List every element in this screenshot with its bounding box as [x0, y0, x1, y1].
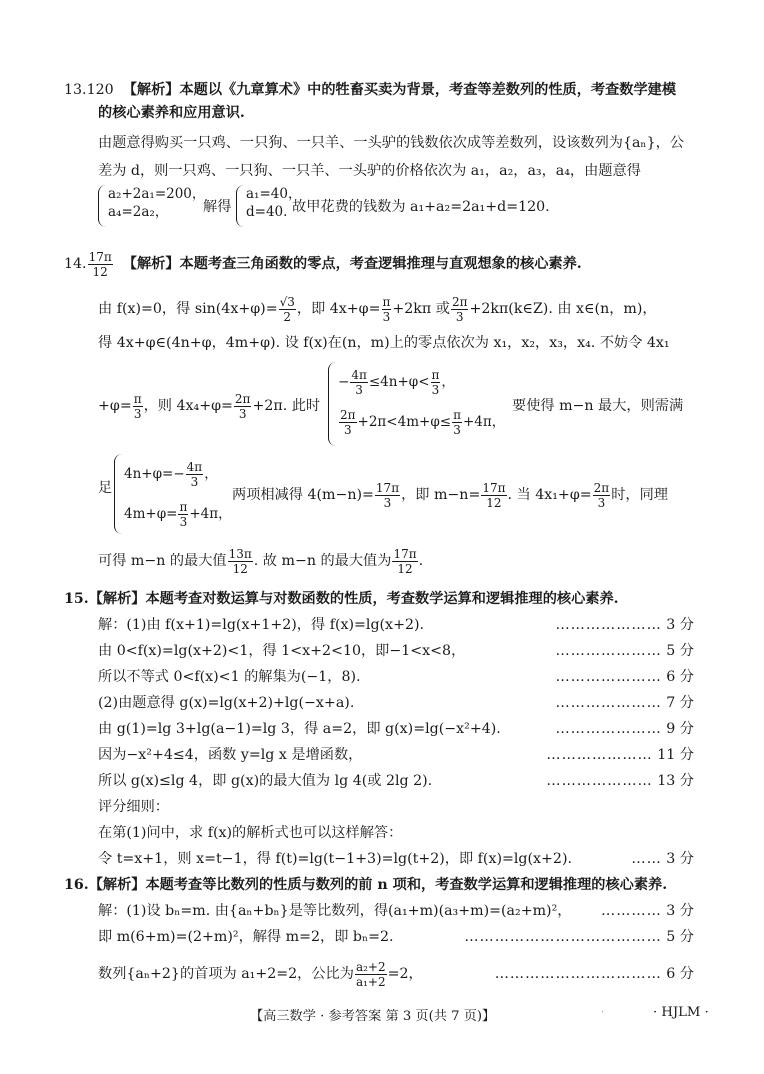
q15-header: 15.【解析】本题考查对数运算与对数函数的性质，考查数学运算和逻辑推理的核心素养.: [64, 591, 619, 607]
answer-page: 13.120 【解析】本题以《九章算术》中的牲畜买卖为背景，考查等差数列的性质，考查数学建模 的核心素养和应用意识. 由题意得购买一只鸡、一只狗、一只羊、一头驴的钱数依次成等差数列，设该数列为{aₙ}，公 差为 d，则一只鸡、一只狗、一只羊、一头驴的价格依次为 a₁，a₂，a₃，a₄，由题意得 a₂+2a₁=200， a₄=2a₂， 解得 a₁=40， d=40. 故甲花费的钱数为 a₁+a₂=2a₁+d=120. 14. $\frac{17\pi}{12}$ 【解析】本题考查三角函数的零点，考查逻辑推理与直观想象的核心素养. 由 f(x)=0，得 sin(4x+φ)= $\frac{√3}{2}$ ，即 4x+φ= $\frac{\pi}{3}$ +2kπ 或 $\frac{2\pi}{3}$ +2kπ(k∈Z). 由 x∈(n，m)， 得 4x+φ∈(4n+φ，4m+φ). 设 f(x)在(n，m)上的零点依次为 x₁，x₂，x₃，x₄. 不妨令 4x₁ +φ= $\frac{\pi}{3}$ ，则 4x₄+φ= $\frac{2\pi}{3}$ +2π. 此时 − $\frac{4\pi}{3}$ ≤4n+φ< $\frac{\pi}{3}$ ， $\frac{2\pi}{3}$ +2π<4m+φ≤ $\frac{\pi}{3}$ +4π， 要使得 m−n 最大，则需满 足 4n+φ=− $\frac{4\pi}{3}$ ， 4m+φ= $\frac{\pi}{3}$ +4π， 两项相减得 4(m−n)= $\frac{17\pi}{3}$ ，即 m−n= $\frac{17\pi}{12}$ . 当 4x₁+φ= $\frac{2\pi}{3}$ 时，同理 可得 m−n 的最大值 $\frac{13\pi}{12}$ . 故 m−n 的最大值为 $\frac{17\pi}{12}$ . 15.【解析】本题考查对数运算与对数函数的性质，考查数学运算和逻辑推理的核心素养. 解：(1)由 f(x+1)=lg(x+1+2)，得 f(x)=lg(x+2). ………………… 3 分 由 0<f(x)=lg(x+2)<1，得 1<x+2<10，即−1<x<8， ………………… 5 分 所以不等式 0<f(x)<1 的解集为(−1，8). ………………… 6 分 (2)由题意得 g(x)=lg(x+2)+lg(−x+a). ………………… 7 分 由 g(1)=lg 3+lg(a−1)=lg 3，得 a=2，即 g(x)=lg(−x²+4). ………………… 9 分 因为−x²+4≤4，函数 y=lg x 是增函数， ………………… 11 分 所以 g(x)≤lg 4，即 g(x)的最大值为 lg 4(或 2lg 2). ………………… 13 分 评分细则： 在第(1)问中，求 f(x)的解析式也可以这样解答： 令 t=x+1，则 x=t−1，得 f(t)=lg(t−1+3)=lg(t+2)，即 f(x)=lg(x+2). …… 3 分 16.【解析】本题考查等比数列的性质与数列的前 n 项和，考查数学运算和逻辑推理的核心素养. 解：(1)设 bₙ=m. 由{aₙ+bₙ}是等比数列，得(a₁+m)(a₃+m)=(a₂+m)²， ………… 3 分 即 m(6+m)=(2+m)²，解得 m=2，即 bₙ=2. ………………………………… 5 分 数列{aₙ+2}的首项为 a₁+2=2，公比为 $\frac{\text{a₂+2}}{\text{a₁+2}}$ =2， …………………………… 6 分 【高三数学 · 参考答案 第 3 页(共 7 页)】 . · HJLM ·: [64, 82, 709, 1024]
q14-line-4: 两项相减得 4(m−n)= $\frac{17\pi}{3}$ ，即 m−n= $\frac{17\pi}{12}$ . 当 4x₁+φ= $\frac{2\pi}{3}$ 时，同理: [232, 480, 668, 510]
q15-line-3: 所以不等式 0<f(x)<1 的解集为(−1，8).: [98, 669, 361, 685]
q14-line-1: 由 f(x)=0，得 sin(4x+φ)= $\frac{√3}{2}$ ，即 4x+φ= $\frac{\pi}{3}$ +2kπ 或 $\frac{2\pi}{3}$ +2kπ(k∈Z). 由 x∈(n，m)，: [98, 294, 657, 324]
q13-line-1: 由题意得购买一只鸡、一只狗、一只羊、一头驴的钱数依次成等差数列，设该数列为{aₙ}，公: [98, 135, 684, 151]
q16-line-3-score: …………………………… 6 分: [494, 966, 694, 982]
q15-line-5: 由 g(1)=lg 3+lg(a−1)=lg 3，得 a=2，即 g(x)=lg(−x²+4).: [98, 721, 501, 737]
q16-line-2-score: ………………………………… 5 分: [464, 929, 694, 945]
q15-line-1: 解：(1)由 f(x+1)=lg(x+1+2)，得 f(x)=lg(x+2).: [98, 617, 425, 633]
q14-line-2: 得 4x+φ∈(4n+φ，4m+φ). 设 f(x)在(n，m)上的零点依次为 x₁，x₂，x₃，x₄. 不妨令 4x₁: [98, 335, 670, 351]
q15-line-4: (2)由题意得 g(x)=lg(x+2)+lg(−x+a).: [98, 695, 355, 711]
q15-note-score: …… 3 分: [631, 851, 694, 867]
q16-line-1-score: ………… 3 分: [601, 903, 694, 919]
q14-zu-label: 足: [98, 480, 113, 496]
q14-header: 14. $\frac{17\pi}{12}$ 【解析】本题考查三角函数的零点，考查逻辑推理与直观想象的核心素养.: [64, 249, 582, 279]
footer-page-info: 【高三数学 · 参考答案 第 3 页(共 7 页)】: [250, 1009, 496, 1024]
q13-line-2: 差为 d，则一只鸡、一只狗、一只羊、一头驴的价格依次为 a₁，a₂，a₃，a₄，由题意得: [98, 163, 641, 179]
q15-line-7-score: ………………… 13 分: [546, 773, 694, 789]
footer-code: · HJLM ·: [653, 1005, 709, 1020]
q15-line-2: 由 0<f(x)=lg(x+2)<1，得 1<x+2<10，即−1<x<8，: [98, 643, 466, 659]
q15-line-2-score: ………………… 5 分: [555, 643, 694, 659]
q15-line-6: 因为−x²+4≤4，函数 y=lg x 是增函数，: [98, 747, 363, 763]
q14-line-3: +φ= $\frac{\pi}{3}$ ，则 4x₄+φ= $\frac{2\pi}{3}$ +2π. 此时: [98, 391, 321, 421]
q13-intro-cont: 的核心素养和应用意识.: [98, 105, 245, 121]
q16-line-3: 数列{aₙ+2}的首项为 a₁+2=2，公比为 $\frac{\text{a₂+2}}{\text{a₁+2}}$ =2，: [98, 959, 423, 989]
q16-line-1: 解：(1)设 bₙ=m. 由{aₙ+bₙ}是等比数列，得(a₁+m)(a₃+m)=(a₂+m)²，: [98, 903, 572, 919]
q13-conclusion: 故甲花费的钱数为 a₁+a₂=2a₁+d=120.: [292, 199, 550, 215]
q15-line-1-score: ………………… 3 分: [555, 617, 694, 633]
q14-line-5: 可得 m−n 的最大值 $\frac{13\pi}{12}$ . 故 m−n 的最大值为 $\frac{17\pi}{12}$ .: [98, 546, 424, 576]
q15-note-text: 在第(1)问中，求 f(x)的解析式也可以这样解答：: [98, 825, 403, 841]
q15-line-7: 所以 g(x)≤lg 4，即 g(x)的最大值为 lg 4(或 2lg 2).: [98, 773, 433, 789]
q15-line-6-score: ………………… 11 分: [546, 747, 694, 763]
q13-header: 13.120 【解析】本题以《九章算术》中的牲畜买卖为背景，考查等差数列的性质，考查数学建模: [64, 82, 677, 98]
q15-note-title: 评分细则：: [98, 799, 169, 815]
footer-mark: .: [601, 1005, 604, 1015]
q13-solve-label: 解得: [203, 199, 232, 215]
q16-header: 16.【解析】本题考查等比数列的性质与数列的前 n 项和，考查数学运算和逻辑推理的核心素养.: [64, 877, 668, 893]
q15-line-3-score: ………………… 6 分: [555, 669, 694, 685]
q15-note-alt: 令 t=x+1，则 x=t−1，得 f(t)=lg(t−1+3)=lg(t+2)，即 f(x)=lg(x+2).: [98, 851, 573, 867]
q14-line-3-tail: 要使得 m−n 最大，则需满: [512, 398, 684, 414]
q16-line-2: 即 m(6+m)=(2+m)²，解得 m=2，即 bₙ=2.: [98, 929, 394, 945]
q15-line-4-score: ………………… 7 分: [555, 695, 694, 711]
q15-line-5-score: ………………… 9 分: [555, 721, 694, 737]
